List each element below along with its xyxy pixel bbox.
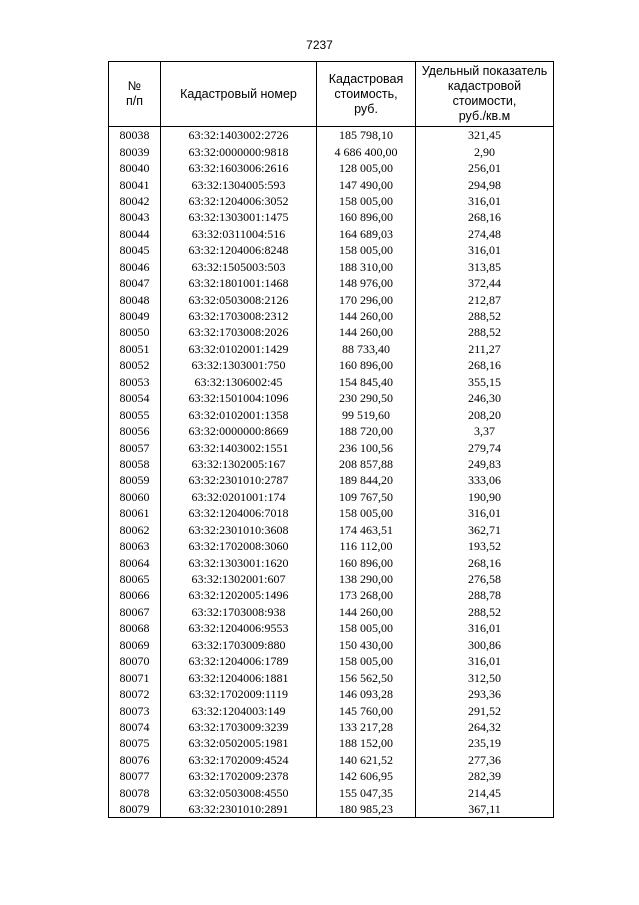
cadastral-value: 174 463,51 — [317, 522, 416, 538]
table-row — [109, 176, 554, 192]
cadastral-value: 142 606,95 — [317, 768, 416, 784]
table-row — [109, 752, 554, 768]
cadastral-value: 236 100,56 — [317, 439, 416, 455]
specific-index: 235,19 — [416, 735, 554, 751]
cadastral-value: 158 005,00 — [317, 620, 416, 636]
table-row — [109, 390, 554, 406]
specific-index: 333,06 — [416, 472, 554, 488]
cadastral-number: 63:32:1303001:750 — [161, 357, 317, 373]
specific-index: 313,85 — [416, 259, 554, 275]
table-row — [109, 604, 554, 620]
cadastral-table — [108, 61, 554, 818]
cadastral-value: 144 260,00 — [317, 604, 416, 620]
table-row — [109, 489, 554, 505]
cadastral-value: 164 689,03 — [317, 226, 416, 242]
cadastral-number: 63:32:0000000:8669 — [161, 423, 317, 439]
row-num: 80052 — [109, 357, 161, 373]
table-row — [109, 193, 554, 209]
cadastral-number: 63:32:2301010:2787 — [161, 472, 317, 488]
table-row — [109, 226, 554, 242]
specific-index: 256,01 — [416, 160, 554, 176]
table-body — [109, 127, 554, 818]
row-num: 80040 — [109, 160, 161, 176]
cadastral-number: 63:32:1204006:1881 — [161, 669, 317, 685]
specific-index: 367,11 — [416, 801, 554, 818]
specific-index: 316,01 — [416, 242, 554, 258]
specific-index: 268,16 — [416, 209, 554, 225]
cadastral-number: 63:32:1204006:8248 — [161, 242, 317, 258]
cadastral-value: 148 976,00 — [317, 275, 416, 291]
cadastral-number: 63:32:1204006:1789 — [161, 653, 317, 669]
specific-index: 316,01 — [416, 193, 554, 209]
specific-index: 294,98 — [416, 176, 554, 192]
cadastral-value: 88 733,40 — [317, 341, 416, 357]
cadastral-number: 63:32:1703008:938 — [161, 604, 317, 620]
specific-index: 211,27 — [416, 341, 554, 357]
table-row — [109, 423, 554, 439]
cadastral-value: 189 844,20 — [317, 472, 416, 488]
row-num: 80038 — [109, 127, 161, 144]
row-num: 80072 — [109, 686, 161, 702]
specific-index: 312,50 — [416, 669, 554, 685]
cadastral-number: 63:32:0102001:1358 — [161, 406, 317, 422]
specific-index: 282,39 — [416, 768, 554, 784]
specific-index: 268,16 — [416, 554, 554, 570]
table-row — [109, 538, 554, 554]
row-num: 80064 — [109, 554, 161, 570]
specific-index: 321,45 — [416, 127, 554, 144]
table-row — [109, 735, 554, 751]
cadastral-value: 188 720,00 — [317, 423, 416, 439]
cadastral-value: 158 005,00 — [317, 653, 416, 669]
specific-index: 2,90 — [416, 143, 554, 159]
cadastral-number: 63:32:1303001:1620 — [161, 554, 317, 570]
table-row — [109, 637, 554, 653]
specific-index: 362,71 — [416, 522, 554, 538]
table-row — [109, 406, 554, 422]
specific-index: 264,32 — [416, 719, 554, 735]
specific-index: 372,44 — [416, 275, 554, 291]
table-row — [109, 357, 554, 373]
cadastral-value: 4 686 400,00 — [317, 143, 416, 159]
table-row — [109, 768, 554, 784]
cadastral-number: 63:32:1801001:1468 — [161, 275, 317, 291]
cadastral-value: 145 760,00 — [317, 702, 416, 718]
cadastral-number: 63:32:1202005:1496 — [161, 587, 317, 603]
cadastral-number: 63:32:1703009:3239 — [161, 719, 317, 735]
cadastral-number: 63:32:1702009:4524 — [161, 752, 317, 768]
cadastral-value: 154 845,40 — [317, 374, 416, 390]
cadastral-number: 63:32:1302001:607 — [161, 571, 317, 587]
row-num: 80061 — [109, 505, 161, 521]
row-num: 80058 — [109, 456, 161, 472]
row-num: 80070 — [109, 653, 161, 669]
row-num: 80048 — [109, 291, 161, 307]
cadastral-value: 128 005,00 — [317, 160, 416, 176]
cadastral-value: 156 562,50 — [317, 669, 416, 685]
cadastral-number: 63:32:0503008:2126 — [161, 291, 317, 307]
row-num: 80077 — [109, 768, 161, 784]
specific-index: 214,45 — [416, 785, 554, 801]
row-num: 80051 — [109, 341, 161, 357]
cadastral-number: 63:32:1303001:1475 — [161, 209, 317, 225]
specific-index: 288,52 — [416, 324, 554, 340]
table-row — [109, 620, 554, 636]
cadastral-value: 158 005,00 — [317, 193, 416, 209]
table-row — [109, 291, 554, 307]
specific-index: 316,01 — [416, 505, 554, 521]
table-row — [109, 587, 554, 603]
cadastral-value: 138 290,00 — [317, 571, 416, 587]
table-row — [109, 127, 554, 144]
table-row — [109, 242, 554, 258]
specific-index: 293,36 — [416, 686, 554, 702]
cadastral-value: 230 290,50 — [317, 390, 416, 406]
row-num: 80043 — [109, 209, 161, 225]
cadastral-number: 63:32:1204006:7018 — [161, 505, 317, 521]
row-num: 80041 — [109, 176, 161, 192]
row-num: 80054 — [109, 390, 161, 406]
row-num: 80075 — [109, 735, 161, 751]
table-row — [109, 785, 554, 801]
cadastral-number: 63:32:1204003:149 — [161, 702, 317, 718]
specific-index: 316,01 — [416, 653, 554, 669]
row-num: 80056 — [109, 423, 161, 439]
table-row — [109, 275, 554, 291]
specific-index: 300,86 — [416, 637, 554, 653]
table-row — [109, 653, 554, 669]
cadastral-value: 188 310,00 — [317, 259, 416, 275]
cadastral-value: 170 296,00 — [317, 291, 416, 307]
table-row — [109, 686, 554, 702]
specific-index: 279,74 — [416, 439, 554, 455]
table-row — [109, 209, 554, 225]
row-num: 80079 — [109, 801, 161, 818]
cadastral-value: 147 490,00 — [317, 176, 416, 192]
cadastral-value: 185 798,10 — [317, 127, 416, 144]
table-row — [109, 472, 554, 488]
table-row — [109, 505, 554, 521]
specific-index: 3,37 — [416, 423, 554, 439]
row-num: 80053 — [109, 374, 161, 390]
table-row — [109, 160, 554, 176]
cadastral-number: 63:32:1304005:593 — [161, 176, 317, 192]
table-row — [109, 439, 554, 455]
table-row — [109, 374, 554, 390]
cadastral-number: 63:32:1603006:2616 — [161, 160, 317, 176]
row-num: 80067 — [109, 604, 161, 620]
table-row — [109, 669, 554, 685]
cadastral-number: 63:32:1703009:880 — [161, 637, 317, 653]
table-row — [109, 259, 554, 275]
table-row — [109, 801, 554, 818]
cadastral-number: 63:32:1403002:2726 — [161, 127, 317, 144]
specific-index: 268,16 — [416, 357, 554, 373]
cadastral-number: 63:32:0502005:1981 — [161, 735, 317, 751]
cadastral-value: 144 260,00 — [317, 308, 416, 324]
cadastral-value: 173 268,00 — [317, 587, 416, 603]
cadastral-number: 63:32:1204006:3052 — [161, 193, 317, 209]
cadastral-value: 146 093,28 — [317, 686, 416, 702]
specific-index: 193,52 — [416, 538, 554, 554]
row-num: 80073 — [109, 702, 161, 718]
specific-index: 288,78 — [416, 587, 554, 603]
specific-index: 246,30 — [416, 390, 554, 406]
specific-index: 288,52 — [416, 308, 554, 324]
cadastral-number: 63:32:1703008:2026 — [161, 324, 317, 340]
row-num: 80060 — [109, 489, 161, 505]
header-cadastral-number: Кадастровый номер — [161, 62, 317, 127]
cadastral-value: 158 005,00 — [317, 242, 416, 258]
cadastral-number: 63:32:0201001:174 — [161, 489, 317, 505]
row-num: 80069 — [109, 637, 161, 653]
cadastral-value: 160 896,00 — [317, 209, 416, 225]
cadastral-number: 63:32:1702008:3060 — [161, 538, 317, 554]
row-num: 80047 — [109, 275, 161, 291]
specific-index: 190,90 — [416, 489, 554, 505]
cadastral-number: 63:32:0503008:4550 — [161, 785, 317, 801]
table-header — [109, 62, 554, 127]
row-num: 80050 — [109, 324, 161, 340]
header-cadastral-value: Кадастровая стоимость, руб. — [317, 62, 416, 127]
row-num: 80078 — [109, 785, 161, 801]
row-num: 80049 — [109, 308, 161, 324]
row-num: 80076 — [109, 752, 161, 768]
table-row — [109, 456, 554, 472]
cadastral-value: 99 519,60 — [317, 406, 416, 422]
cadastral-number: 63:32:0311004:516 — [161, 226, 317, 242]
cadastral-value: 160 896,00 — [317, 357, 416, 373]
table-row — [109, 324, 554, 340]
row-num: 80074 — [109, 719, 161, 735]
cadastral-number: 63:32:1703008:2312 — [161, 308, 317, 324]
row-num: 80057 — [109, 439, 161, 455]
specific-index: 316,01 — [416, 620, 554, 636]
table-row — [109, 341, 554, 357]
cadastral-number: 63:32:2301010:2891 — [161, 801, 317, 818]
cadastral-value: 133 217,28 — [317, 719, 416, 735]
row-num: 80059 — [109, 472, 161, 488]
row-num: 80066 — [109, 587, 161, 603]
cadastral-number: 63:32:1501004:1096 — [161, 390, 317, 406]
cadastral-number: 63:32:0102001:1429 — [161, 341, 317, 357]
cadastral-value: 158 005,00 — [317, 505, 416, 521]
cadastral-number: 63:32:1204006:9553 — [161, 620, 317, 636]
row-num: 80065 — [109, 571, 161, 587]
cadastral-number: 63:32:0000000:9818 — [161, 143, 317, 159]
cadastral-value: 188 152,00 — [317, 735, 416, 751]
table-row — [109, 571, 554, 587]
cadastral-number: 63:32:1306002:45 — [161, 374, 317, 390]
cadastral-value: 109 767,50 — [317, 489, 416, 505]
row-num: 80046 — [109, 259, 161, 275]
specific-index: 274,48 — [416, 226, 554, 242]
specific-index: 288,52 — [416, 604, 554, 620]
row-num: 80042 — [109, 193, 161, 209]
table-row — [109, 522, 554, 538]
cadastral-number: 63:32:1702009:2378 — [161, 768, 317, 784]
row-num: 80045 — [109, 242, 161, 258]
page-number: 7237 — [306, 38, 333, 52]
row-num: 80055 — [109, 406, 161, 422]
cadastral-number: 63:32:1702009:1119 — [161, 686, 317, 702]
table-row — [109, 719, 554, 735]
cadastral-value: 150 430,00 — [317, 637, 416, 653]
specific-index: 277,36 — [416, 752, 554, 768]
row-num: 80068 — [109, 620, 161, 636]
row-num: 80044 — [109, 226, 161, 242]
cadastral-number: 63:32:1403002:1551 — [161, 439, 317, 455]
row-num: 80063 — [109, 538, 161, 554]
specific-index: 212,87 — [416, 291, 554, 307]
row-num: 80071 — [109, 669, 161, 685]
row-num: 80062 — [109, 522, 161, 538]
cadastral-number: 63:32:1505003:503 — [161, 259, 317, 275]
specific-index: 249,83 — [416, 456, 554, 472]
cadastral-value: 140 621,52 — [317, 752, 416, 768]
cadastral-value: 155 047,35 — [317, 785, 416, 801]
cadastral-number: 63:32:2301010:3608 — [161, 522, 317, 538]
specific-index: 208,20 — [416, 406, 554, 422]
cadastral-value: 160 896,00 — [317, 554, 416, 570]
header-specific-index: Удельный показатель кадастровой стоимости, руб./кв.м — [416, 62, 554, 127]
cadastral-value: 144 260,00 — [317, 324, 416, 340]
cadastral-value: 208 857,88 — [317, 456, 416, 472]
specific-index: 291,52 — [416, 702, 554, 718]
table-row — [109, 143, 554, 159]
table-row — [109, 308, 554, 324]
header-num: № п/п — [109, 62, 161, 127]
cadastral-value: 116 112,00 — [317, 538, 416, 554]
table-row — [109, 554, 554, 570]
cadastral-number: 63:32:1302005:167 — [161, 456, 317, 472]
cadastral-value: 180 985,23 — [317, 801, 416, 818]
row-num: 80039 — [109, 143, 161, 159]
specific-index: 355,15 — [416, 374, 554, 390]
specific-index: 276,58 — [416, 571, 554, 587]
table-row — [109, 702, 554, 718]
